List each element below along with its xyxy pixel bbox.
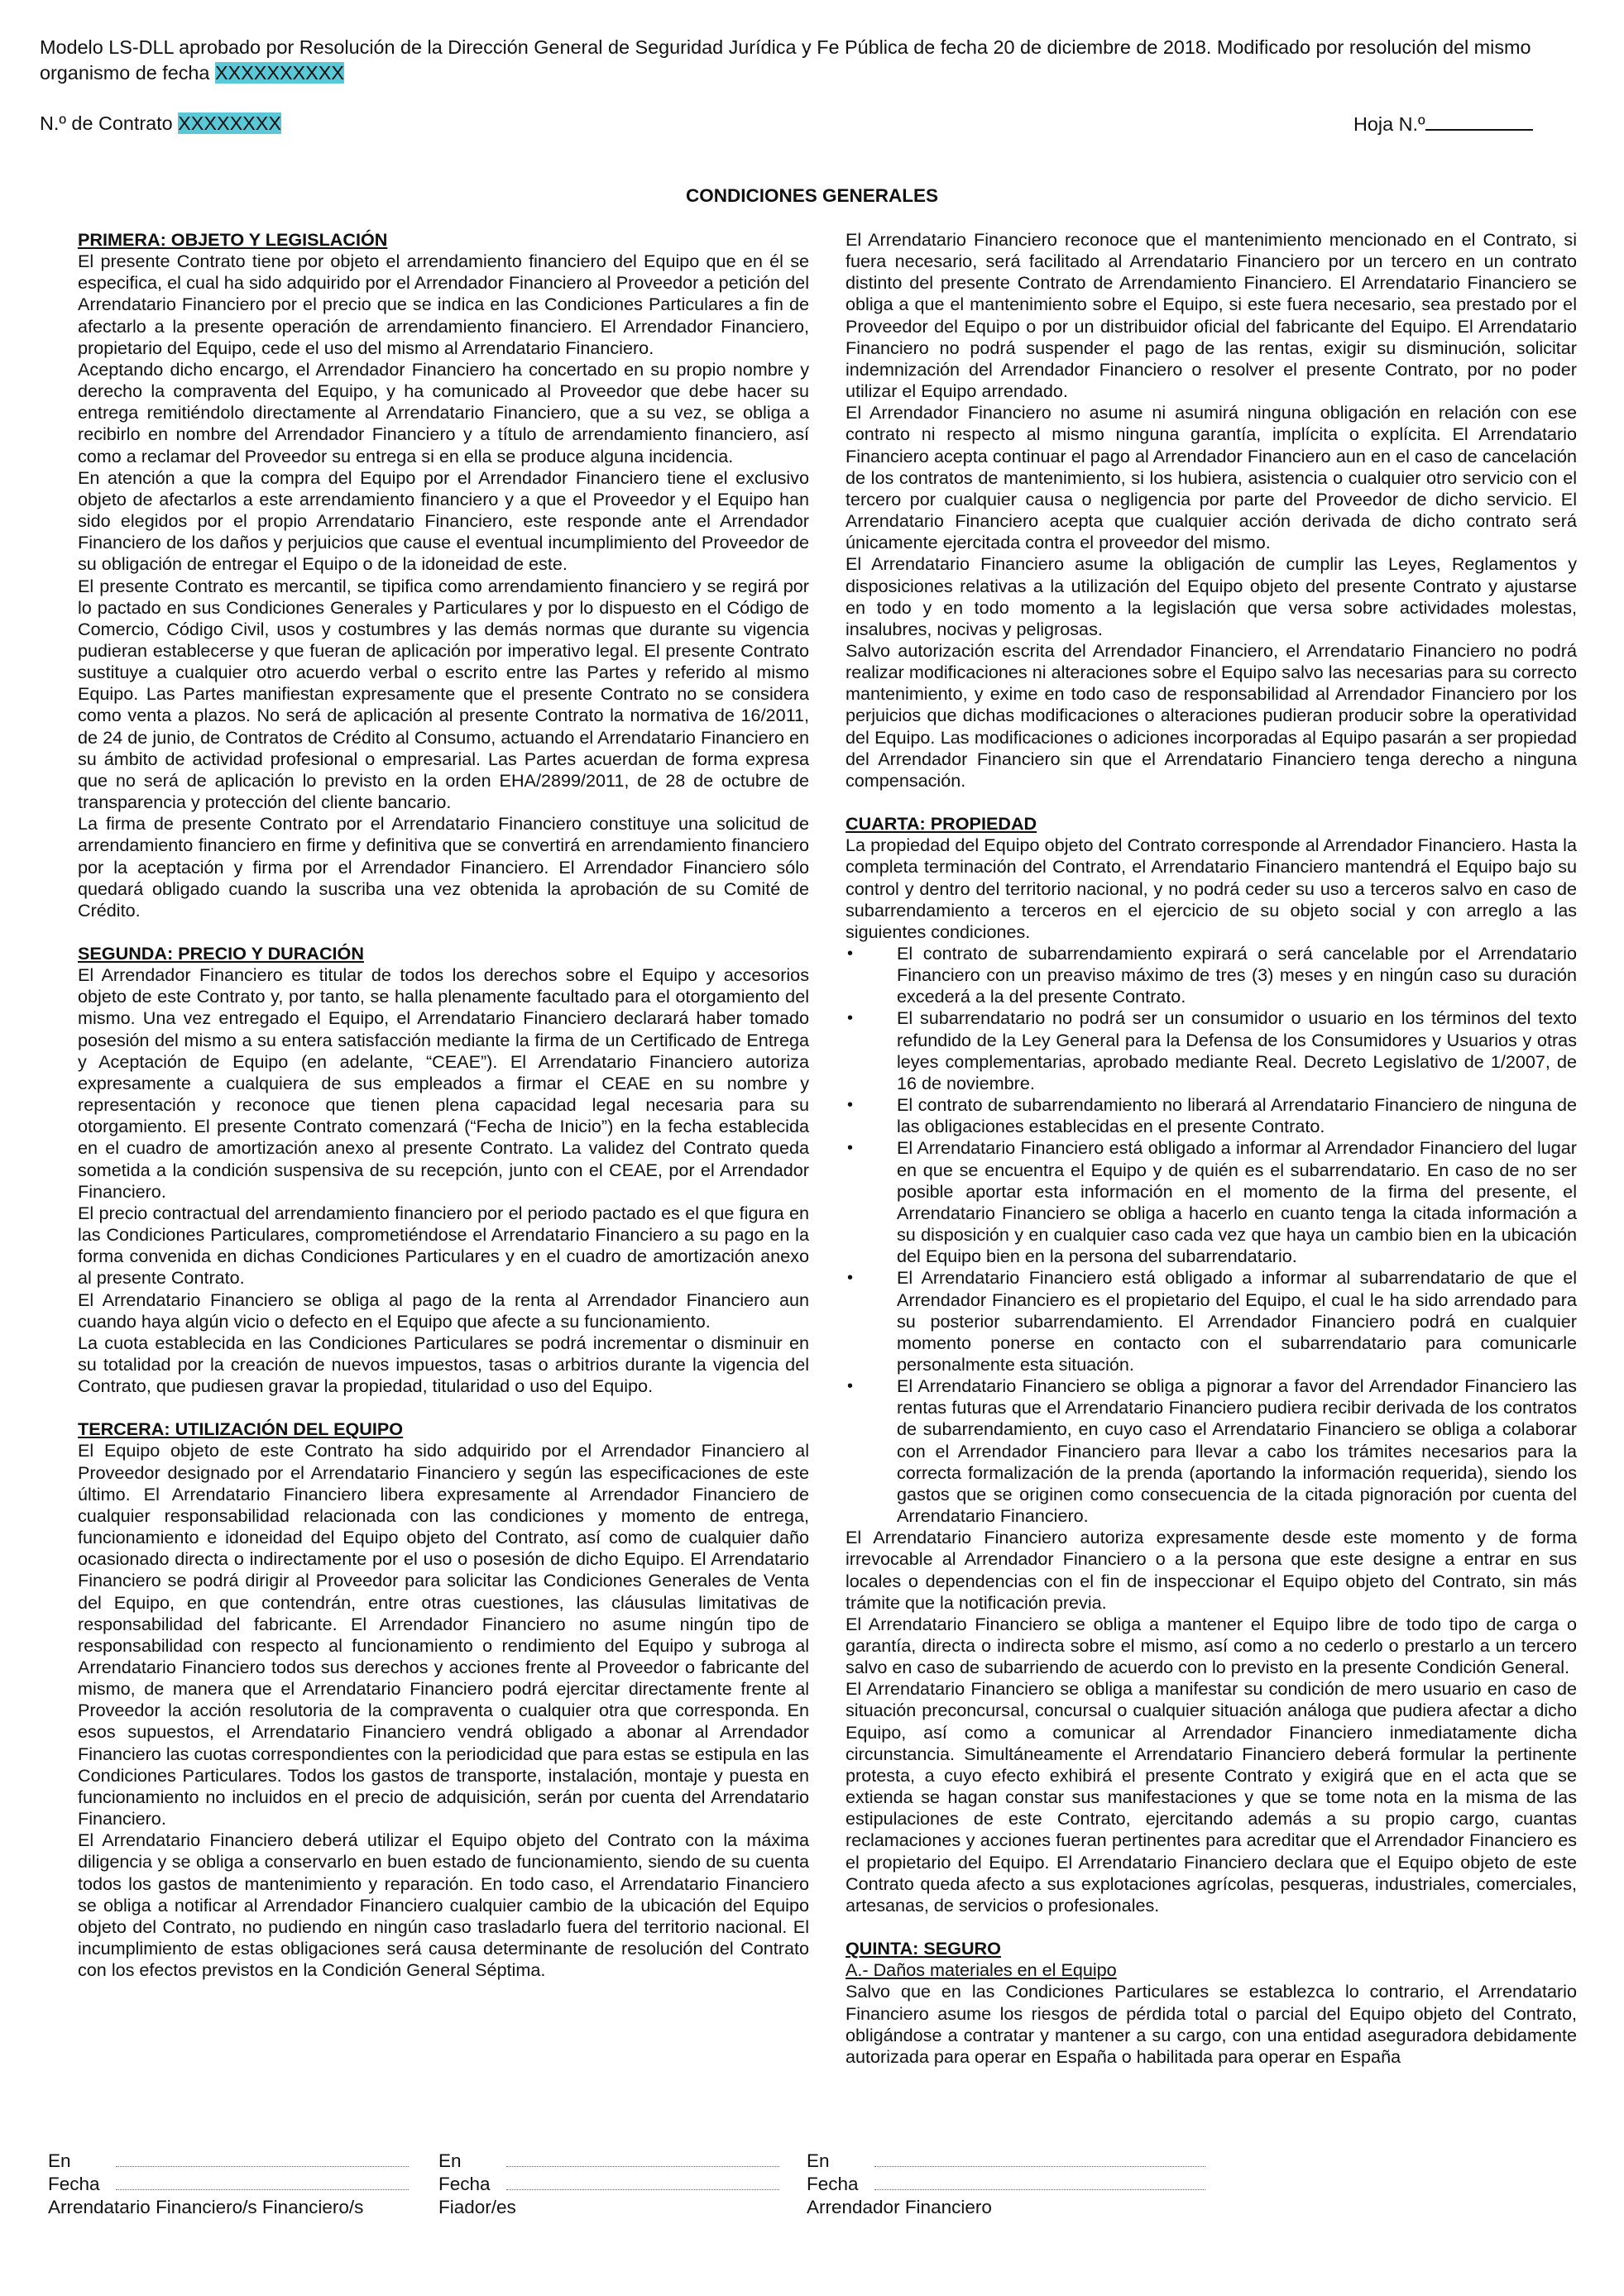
paragraph: Aceptando dicho encargo, el Arrendador Financiero ha concertado en su propio nombre y derecho la compraventa del Equipo, y ha comunicado al Proveedor que debe hacer su entrega remitiéndolo directamente al Arrendatario Financiero, que a su vez, se obliga a recibirlo en nombre del Arrendador Financiero y a título de arrendamiento financiero, así como a reclamar del Proveedor su entrega si en ella se produce alguna incidencia. xyxy=(78,358,809,466)
paragraph: En atención a que la compra del Equipo por el Arrendador Financiero tiene el exclusivo objeto de afectarlos a este arrendamiento financiero y a que el Proveedor y el Equipo han sido elegidos por el propio Arrendatario Financiero, este responde ante el Arrendador Financiero de los daños y perjuicios que cause el eventual incumplimiento del Proveedor de su obligación de entregar el Equipo o de la idoneidad de este. xyxy=(78,466,809,575)
bullet-icon: • xyxy=(847,1009,854,1028)
paragraph: El Equipo objeto de este Contrato ha sido adquirido por el Arrendador Financiero al Proveedor designado por el Arrendatario Financiero y según las especificaciones de este último. El Arrendatario Financiero libera expresamente al Arrendador Financiero de cualquier responsabilidad relacionada con las condiciones y momento de entrega, funcionamiento e idoneidad del Equipo objeto del Contrato, así como de cualquier daño ocasionado directa o indirectamente por el uso o posesión de dicho Equipo. El Arrendatario Financiero se podrá dirigir al Proveedor para solicitar las Condiciones Generales de Venta del Equipo, en que contendrán, entre otras cuestiones, las cláusulas limitativas de responsabilidad del fabricante. El Arrendador Financiero no asume ningún tipo de responsabilidad con respecto al funcionamiento o rendimiento del Equipo y subroga al Arrendatario Financiero todos sus derechos y acciones frente al Proveedor o fabricante del mismo, de manera que el Arrendatario Financiero podrá ejercitar directamente frente al Proveedor la acción resolutoria de la compraventa o cualquier otra que corresponda. En esos supuestos, el Arrendatario Financiero vendrá obligado a abonar al Arrendador Financiero las cuotas correspondientes con la periodicidad que para estas se estipula en las Condiciones Particulares. Todos los gastos de transporte, instalación, montaje y puesta en funcionamiento no incluidos en el precio de adquisición, serán por cuenta del Arrendatario Financiero. xyxy=(78,1440,809,1830)
fecha-field[interactable] xyxy=(116,2174,409,2190)
paragraph: El Arrendatario Financiero se obliga a mantener el Equipo libre de todo tipo de carga o garantía, directa o indirecta sobre el mismo, así como a no cederlo o prestarlo a un tercero salvo en caso de subarriendo de acuerdo con lo previsto en la presente Condición General. xyxy=(846,1613,1577,1678)
en-label: En xyxy=(438,2150,462,2171)
sheet-label: Hoja N.º xyxy=(1353,113,1425,135)
left-column xyxy=(78,229,809,1981)
signatory-label: Arrendatario Financiero/s Financiero/s xyxy=(48,2197,364,2217)
right-column xyxy=(846,229,1577,2068)
paragraph: El Arrendatario Financiero reconoce que el mantenimiento mencionado en el Contrato, si fuera necesario, será facilitado al Arrendatario Financiero por un tercero en un contrato distinto del presente Contrato de Arrendamiento Financiero. El Arrendatario Financiero se obliga a que el mantenimiento sobre el Equipo, si este fuera necesario, sea prestado por el Proveedor del Equipo o por un distribuidor oficial del fabricante del Equipo. El Arrendatario Financiero no podrá suspender el pago de las rentas, exigir su disminución, solicitar indemnización del Arrendador Financiero o resolver el presente Contrato, por no poder utilizar el Equipo arrendado. xyxy=(846,229,1577,402)
en-field[interactable] xyxy=(116,2151,409,2167)
list-item: • El subarrendatario no podrá ser un consumidor o usuario en los términos del texto refundido de la Ley General para la Defensa de los Consumidores y Usuarios y otras leyes complementarias, aprobado mediante Real. Decreto Legislativo de 1/2007, de 16 de noviembre. xyxy=(847,1007,1577,1093)
fecha-placeholder: XXXXXXXXXX xyxy=(214,62,344,84)
list-item: • El Arrendatario Financiero está obligado a informar al Arrendador Financiero del lugar en que se encuentra el Equipo y de quién es el subarrendatario. En caso de no ser posible aportar esta información en el momento de la firma del presente, el Arrendatario Financiero se obliga a hacerlo en cuanto tenga la citada información a su disposición y en cualquier caso cada vez que haya un cambio bien en la ubicación del Equipo bien en la persona del subarrendatario. xyxy=(847,1137,1577,1267)
paragraph: El Arrendador Financiero no asume ni asumirá ninguna obligación en relación con ese contrato ni respecto al mismo ninguna garantía, implícita o explícita. El Arrendatario Financiero acepta continuar el pago al Arrendador Financiero aun en el caso de cancelación de los contratos de mantenimiento, si los hubiera, asistencia o cualquier otro servicio con el tercero por cualquier causa o negligencia por parte del Proveedor de dicho servicio. El Arrendatario Financiero acepta que cualquier acción derivada de dicho contrato será únicamente ejercitada contra el proveedor del mismo. xyxy=(846,402,1577,553)
paragraph: El Arrendatario Financiero asume la obligación de cumplir las Leyes, Reglamentos y disposiciones relativas a la utilización del Equipo objeto del presente Contrato y ajustarse en todo y en todo momento a la legislación que versa sobre actividades molestas, insalubres, nocivas y peligrosas. xyxy=(846,553,1577,639)
sheet-number xyxy=(1353,112,1533,136)
list-item: • El contrato de subarrendamiento expirará o será cancelable por el Arrendatario Financiero con un preaviso máximo de tres (3) meses y en ningún caso su duración excederá a la del presente Contrato. xyxy=(847,943,1577,1007)
contract-number xyxy=(40,112,281,135)
paragraph: El Arrendatario Financiero se obliga a manifestar su condición de mero usuario en caso de situación preconcursal, concursal o cualquier situación análoga que pudiera afectar a dicho Equipo, así como a comunicar al Arrendador Financiero inmediatamente dicha circunstancia. Simultáneamente el Arrendatario Financiero deberá formular la pertinente protesta, a cuyo efecto exhibirá el presente Contrato y exigirá que en el acta que se extienda se hagan constar sus manifestaciones y que se tome nota en la misma de las estipulaciones de este Contrato, ejercitando además a su propio cargo, cuantas reclamaciones y acciones fueran pertinentes para acreditar que el Arrendador Financiero es el propietario del Equipo. El Arrendatario Financiero declara que el Equipo objeto de este Contrato queda afecto a sus explotaciones agrícolas, pesqueras, industriales, comerciales, artesanas, de servicios o profesionales. xyxy=(846,1678,1577,1916)
signatory-label: Fiador/es xyxy=(438,2197,516,2217)
list-item: • El contrato de subarrendamiento no liberará al Arrendatario Financiero de ninguna de las obligaciones establecidas en el presente Contrato. xyxy=(847,1094,1577,1137)
fecha-field[interactable] xyxy=(874,2174,1205,2190)
page-title: CONDICIONES GENERALES xyxy=(685,185,939,206)
section-title: TERCERA: UTILIZACIÓN DEL EQUIPO xyxy=(78,1418,404,1440)
bullet-icon: • xyxy=(847,1377,854,1396)
signature-block-arrendatario xyxy=(48,2150,409,2219)
sheet-number-blank xyxy=(1425,112,1533,131)
section-title: SEGUNDA: PRECIO Y DURACIÓN xyxy=(78,943,364,964)
bullet-icon: • xyxy=(847,1096,854,1115)
signature-block-fiador xyxy=(438,2150,779,2219)
fecha-label: Fecha xyxy=(807,2174,859,2194)
fecha-label: Fecha xyxy=(438,2174,491,2194)
fecha-field[interactable] xyxy=(506,2174,779,2190)
section-title: CUARTA: PROPIEDAD xyxy=(846,813,1037,835)
paragraph: El Arrendador Financiero es titular de todos los derechos sobre el Equipo y accesorios objeto de este Contrato y, por tanto, se halla plenamente facultado para el otorgamiento del mismo. Una vez entregado el Equipo, el Arrendatario Financiero declarará haber tomado posesión del mismo a su entera satisfacción mediante la firma de un Certificado de Entrega y Aceptación de Equipo (en adelante, “CEAE”). El Arrendatario Financiero autoriza expresamente a cualquiera de sus empleados a firmar el CEAE en su nombre y representación y reconoce que tienen plena capacidad legal necesaria para su otorgamiento. El presente Contrato comenzará (“Fecha de Inicio”) en la fecha establecida en el cuadro de amortización anexo al presente Contrato. La validez del Contrato queda sometida a la condición suspensiva de su recepción, junto con el CEAE, por el Arrendador Financiero. xyxy=(78,964,809,1202)
signatory-label: Arrendador Financiero xyxy=(807,2197,992,2217)
contract-placeholder: XXXXXXXX xyxy=(178,112,281,134)
en-field[interactable] xyxy=(874,2151,1205,2167)
section-title: PRIMERA: OBJETO Y LEGISLACIÓN xyxy=(78,229,388,250)
bullet-list xyxy=(846,943,1577,1527)
paragraph: La cuota establecida en las Condiciones Particulares se podrá incrementar o disminuir en su totalidad por la creación de nuevos impuestos, tasas o arbitrios durante la vigencia del Contrato, que pudiesen gravar la propiedad, titularidad o uso del Equipo. xyxy=(78,1332,809,1397)
contract-label: N.º de Contrato xyxy=(40,112,173,134)
document-header xyxy=(40,35,1554,86)
bullet-icon: • xyxy=(847,1139,854,1158)
paragraph: La propiedad del Equipo objeto del Contrato corresponde al Arrendador Financiero. Hasta la completa terminación del Contrato, el Arrendatario Financiero mantendrá el Equipo bajo su control y dentro del territorio nacional, y no podrá ceder su uso a terceros salvo en caso de subarrendamiento a terceros en el ejercicio de su objeto social y con arreglo a las siguientes condiciones. xyxy=(846,835,1577,942)
paragraph: El Arrendatario Financiero autoriza expresamente desde este momento y de forma irrevocable al Arrendador Financiero o a la persona que este designe a entrar en sus locales o dependencias con el fin de inspeccionar el Equipo objeto del Contrato, sin más trámite que la notificación previa. xyxy=(846,1527,1577,1613)
en-label: En xyxy=(807,2150,830,2171)
list-item: • El Arrendatario Financiero se obliga a pignorar a favor del Arrendador Financiero las rentas futuras que el Arrendatario Financiero pudiera recibir derivada de los contratos de subarrendamiento, en cuyo caso el Arrendatario Financiero se obliga a colaborar con el Arrendador Financiero para llevar a cabo los trámites necesarios para la correcta formalización de la prenda (aportando la información requerida), siendo los gastos que se originen como consecuencia de la citada pignoración por cuenta del Arrendatario Financiero. xyxy=(847,1375,1577,1527)
paragraph: El Arrendatario Financiero se obliga al pago de la renta al Arrendador Financiero aun cuando haya algún vicio o defecto en el Equipo que afecte a su funcionamiento. xyxy=(78,1289,809,1332)
list-item: • El Arrendatario Financiero está obligado a informar al subarrendatario de que el Arrendador Financiero es el propietario del Equipo, el cual le ha sido arrendado para su posterior subarrendamiento. El Arrendador Financiero podrá en cualquier momento ponerse en contacto con el subarrendatario para comunicarle personalmente esta situación. xyxy=(847,1267,1577,1375)
signature-block-arrendador xyxy=(807,2150,1205,2219)
paragraph: El presente Contrato es mercantil, se tipifica como arrendamiento financiero y se regirá por lo pactado en sus Condiciones Generales y Particulares y por lo dispuesto en el Código de Comercio, Código Civil, usos y costumbres y las demás normas que durante su vigencia pudieran establecerse y que fueran de aplicación por imperativo legal. El presente Contrato sustituye a cualquier otro acuerdo verbal o escrito entre las Partes y referido al mismo Equipo. Las Partes manifiestan expresamente que el presente Contrato no se considera como venta a plazos. No será de aplicación al presente Contrato la normativa de 16/2011, de 24 de junio, de Contratos de Crédito al Consumo, actuando el Arrendatario Financiero en su ámbito de actividad profesional o empresarial. Las Partes acuerdan de forma expresa que no será de aplicación lo previsto en la orden EHA/2899/2011, de 28 de octubre de transparencia y protección del cliente bancario. xyxy=(78,575,809,813)
en-label: En xyxy=(48,2150,71,2171)
section-title: QUINTA: SEGURO xyxy=(846,1938,1001,1959)
paragraph: El Arrendatario Financiero deberá utilizar el Equipo objeto del Contrato con la máxima diligencia y se obliga a conservarlo en buen estado de funcionamiento, siendo de su cuenta todos los gastos de mantenimiento y reparación. En todo caso, el Arrendatario Financiero se obliga a notificar al Arrendador Financiero cualquier cambio de la ubicación del Equipo objeto del Contrato, no pudiendo en ningún caso trasladarlo fuera del territorio nacional. El incumplimiento de estas obligaciones será causa determinante de resolución del Contrato con los efectos previstos en la Condición General Séptima. xyxy=(78,1830,809,1981)
paragraph: La firma de presente Contrato por el Arrendatario Financiero constituye una solicitud de arrendamiento financiero en firme y definitiva que se convertirá en arrendamiento financiero por la aceptación y firma por el Arrendador Financiero. El Arrendador Financiero sólo quedará obligado cuando la suscriba una vez obtenida la aprobación de su Comité de Crédito. xyxy=(78,813,809,921)
paragraph: Salvo que en las Condiciones Particulares se establezca lo contrario, el Arrendatario Financiero asume los riesgos de pérdida total o parcial del Equipo objeto del Contrato, obligándose a contratar y mantener a su cargo, con una entidad aseguradora debidamente autorizada para operar en España o habilitada para operar en España xyxy=(846,1981,1577,2067)
paragraph: Salvo autorización escrita del Arrendador Financiero, el Arrendatario Financiero no podrá realizar modificaciones ni alteraciones sobre el Equipo salvo las necesarias para su correcto mantenimiento, y exime en todo caso de responsabilidad al Arrendador Financiero por los perjuicios que dichas modificaciones o alteraciones pudieran producir sobre la operatividad del Equipo. Las modificaciones o adiciones incorporadas al Equipo pasarán a ser propiedad del Arrendador Financiero sin que el Arrendatario Financiero tenga derecho a ninguna compensación. xyxy=(846,639,1577,791)
bullet-icon: • xyxy=(847,1269,854,1288)
fecha-label: Fecha xyxy=(48,2174,100,2194)
paragraph: El presente Contrato tiene por objeto el arrendamiento financiero del Equipo que en él se especifica, el cual ha sido adquirido por el Arrendador Financiero al Proveedor a petición del Arrendatario Financiero por el precio que se indica en las Condiciones Particulares a fin de afectarlo a la presente operación de arrendamiento financiero. El Arrendador Financiero, propietario del Equipo, cede el uso del mismo al Arrendatario Financiero. xyxy=(78,251,809,358)
bullet-icon: • xyxy=(847,945,854,963)
paragraph: El precio contractual del arrendamiento financiero por el periodo pactado es el que figura en las Condiciones Particulares, comprometiéndose el Arrendatario Financiero a su pago en la forma convenida en dichas Condiciones Particulares y en el cuadro de amortización anexo al presente Contrato. xyxy=(78,1202,809,1289)
subsection-title: A.- Daños materiales en el Equipo xyxy=(846,1959,1117,1981)
header-text: Modelo LS-DLL aprobado por Resolución de la Dirección General de Seguridad Jurídica y Fe Pública de fecha 20 de diciembre de 2018. Modificado por resolución del mismo organismo de fecha xyxy=(40,36,1531,84)
en-field[interactable] xyxy=(506,2151,779,2167)
